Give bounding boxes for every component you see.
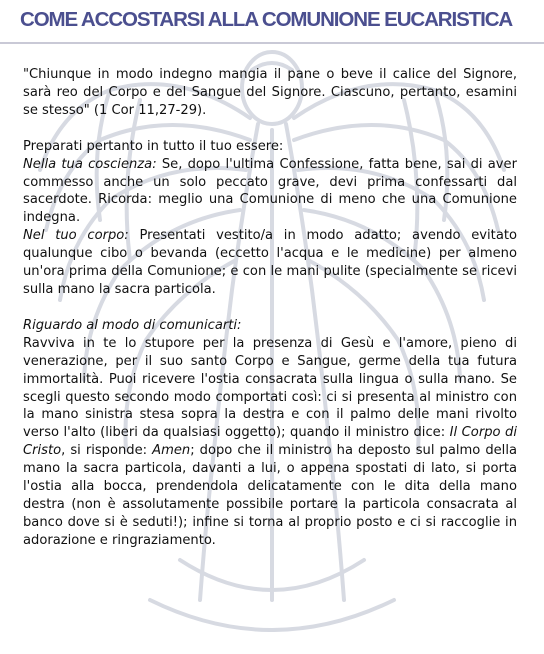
prepare-intro: Preparati pertanto in tutto il tuo essere: [23, 138, 284, 154]
manner-text-1: Ravviva in te lo stupore per la presenza di Gesù e l'amore, pieno di venerazione, per il suo santo Corpo e Sangue, germe della tua futura immortalità. Puoi ricevere l'ostia consacrata sulla lingua o sulla mano. Se scegli questo secondo modo comportati così: ci si presenta al ministro con la mano sinistra stesa sopra la destra e con il palmo delle mani rivolto verso l'alto (liberi da qualsiasi oggetto); quando il ministro dice: [23, 335, 517, 441]
conscience-text: Se, dopo l'ultima Confessione, fatta bene, sai di aver commesso anche un solo peccato grave, devi prima confessarti dal sacerdote. Ricorda: meglio una Comunione di meno che una Comunione indegna. [23, 156, 517, 226]
body-paragraph [23, 227, 517, 299]
manner-text-3: ; dopo che il ministro ha deposto sul palmo della mano la sacra particola, davanti a lui, o appena spostati di lato, si porta l'ostia alla bocca, prendendola delicatamente con le dita della mano destra (non è assolutamente possibile portare la particola consacrata al banco dove si è seduti!); infine si torna al proprio posto e ci si raccoglie in adorazione e ringraziamento. [23, 443, 517, 548]
body-of-christ-phrase: Il Corpo di Cristo [23, 425, 517, 459]
paragraph-gap [23, 120, 517, 138]
manner-heading: Riguardo al modo di comunicarti: [23, 317, 242, 333]
amen-word: Amen [152, 443, 191, 459]
document-body [23, 66, 517, 550]
manner-paragraph [23, 335, 517, 550]
page-title: COME ACCOSTARSI ALLA COMUNIONE EUCARISTICA [20, 8, 513, 31]
paragraph-gap [23, 299, 517, 317]
conscience-paragraph [23, 156, 517, 228]
body-text: Presentati vestito/a in modo adatto; avendo evitato qualunque cibo o bevanda (eccetto l'acqua e le medicine) per almeno un'ora prima della Comunione; e con le mani pulite (specialmente se ricevi sulla mano la sacra particola. [23, 228, 517, 297]
header-bar [0, 0, 544, 44]
body-label: Nel tuo corpo: [23, 228, 129, 244]
conscience-label: Nella tua coscienza: [23, 156, 157, 172]
scripture-quote: "Chiunque in modo indegno mangia il pane o beve il calice del Signore, sarà reo del Corpo e del Sangue del Signore. Ciascuno, pertanto, esamini se stesso" (1 Cor 11,27-29). [23, 67, 517, 118]
manner-text-2: , si risponde: [61, 443, 153, 459]
